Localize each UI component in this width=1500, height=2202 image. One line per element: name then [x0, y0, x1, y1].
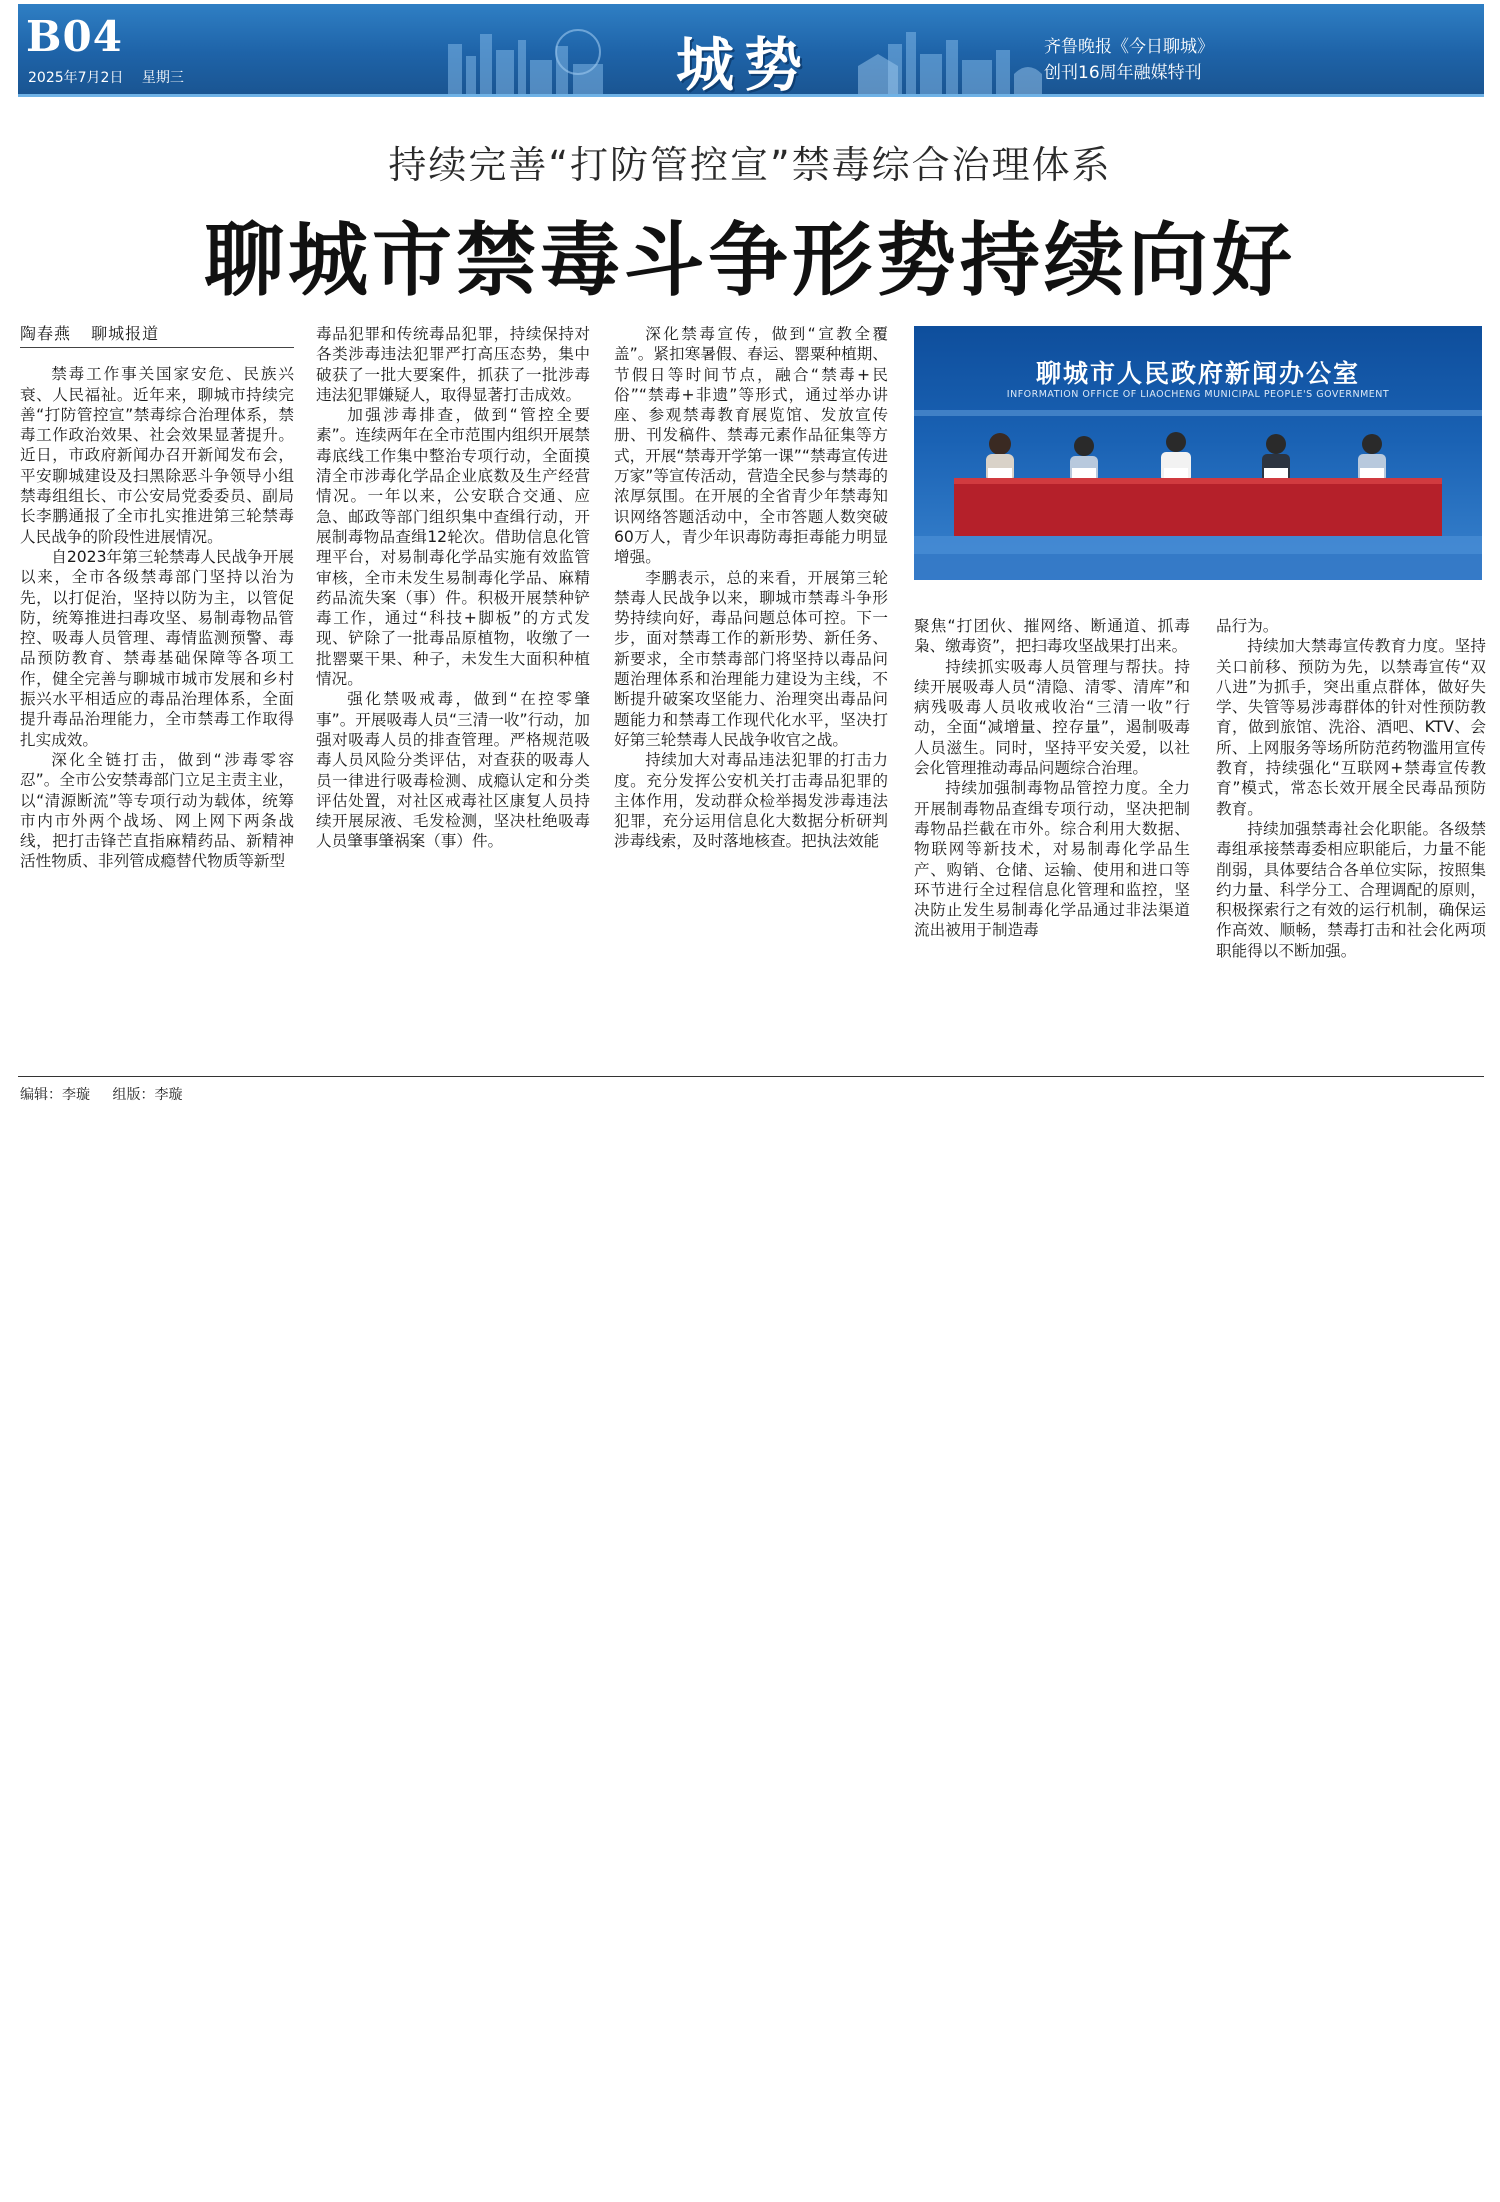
- byline-outlet: 聊城报道: [91, 324, 160, 343]
- paragraph: 自2023年第三轮禁毒人民战争开展以来，全市各级禁毒部门坚持以治为先，以打促治，坚持以防为主，以管促防，统筹推进扫毒攻坚、易制毒物品管控、吸毒人员管理、毒情监测预警、毒品预防教育、禁毒基础保障等各项工作，健全完善与聊城市城市发展和乡村振兴水平相适应的毒品治理体系，全面提升毒品治理能力，全市禁毒工作取得扎实成效。: [20, 547, 294, 749]
- paragraph: 品行为。: [1216, 617, 1279, 635]
- article-column-3: [614, 324, 888, 852]
- article-kicker: 持续完善“打防管控宣”禁毒综合治理体系: [388, 143, 1112, 187]
- brand-line-2: 创刊16周年融媒特刊: [1044, 63, 1202, 83]
- article-column-5: [1216, 616, 1486, 961]
- paragraph: 加强涉毒排查，做到“管控全要素”。连续两年在全市范围内组织开展禁毒底线工作集中整治专项行动，全面摸清全市涉毒化学品企业底数及生产经营情况。一年以来，公安联合交通、应急、邮政等部门组织集中查缉行动，开展制毒物品查缉12轮次。借助信息化管理平台，对易制毒化学品实施有效监管审核，全市未发生易制毒化学品、麻精药品流失案（事）件。积极开展禁种铲毒工作，通过“科技+脚板”的方式发现、铲除了一批毒品原植物，收缴了一批罂粟干果、种子，未发生大面积种植情况。: [316, 406, 590, 689]
- press-conference-photo: [914, 326, 1482, 580]
- article-column-4: [914, 616, 1190, 941]
- publication-brand: [1044, 34, 1214, 86]
- paragraph: 毒品犯罪和传统毒品犯罪，持续保持对各类涉毒违法犯罪严打高压态势，集中破获了一批大要案件，抓获了一批涉毒违法犯罪嫌疑人，取得显著打击成效。: [316, 325, 590, 404]
- paragraph: 李鹏表示，总的来看，开展第三轮禁毒人民战争以来，聊城市禁毒斗争形势持续向好，毒品问题总体可控。下一步，面对禁毒工作的新形势、新任务、新要求，全市禁毒部门将坚持以毒品问题治理体系和治理能力建设为主线，不断提升破案攻坚能力、治理突出毒品问题能力和禁毒工作现代化水平，坚决打好第三轮禁毒人民战争收官之战。: [614, 568, 888, 749]
- paragraph: 深化全链打击，做到“涉毒零容忍”。全市公安禁毒部门立足主责主业，以“清源断流”等专项行动为载体，统筹市内市外两个战场、网上网下两条战线，把打击锋芒直指麻精药品、新精神活性物质、非列管成瘾替代物质等新型: [20, 750, 294, 871]
- footer-rule: [18, 1076, 1484, 1077]
- brand-line-1: 齐鲁晚报《今日聊城》: [1044, 37, 1214, 57]
- byline-author: 陶春燕: [20, 324, 72, 343]
- paragraph: 持续加大禁毒宣传教育力度。坚持关口前移、预防为先，以禁毒宣传“双八进”为抓手，突出重点群体，做好失学、失管等易涉毒群体的针对性预防教育，做到旅馆、洗浴、酒吧、KTV、会所、上网服务等场所防范药物滥用宣传教育，持续强化“互联网+禁毒宣传教育”模式，常态长效开展全民毒品预防教育。: [1216, 637, 1486, 818]
- article-column-1: [20, 324, 294, 872]
- press-conference-scene: [914, 326, 1482, 580]
- section-title: 城势: [676, 31, 813, 94]
- paragraph: 聚焦“打团伙、摧网络、断通道、抓毒枭、缴毒资”，把扫毒攻坚战果打出来。: [914, 617, 1190, 656]
- weekday-text: 星期三: [141, 70, 184, 86]
- paragraph: 禁毒工作事关国家安危、民族兴衰、人民福祉。近年来，聊城市持续完善“打防管控宣”禁毒综合治理体系，禁毒工作政治效果、社会效果显著提升。近日，市政府新闻办召开新闻发布会，平安聊城建设及扫黑除恶斗争领导小组禁毒组组长、市公安局党委委员、副局长李鹏通报了全市扎实推进第三轮禁毒人民战争的阶段性进展情况。: [20, 365, 294, 546]
- page-number: B04: [26, 12, 123, 61]
- layout-credit: 组版：李璇: [112, 1087, 183, 1103]
- paragraph: 深化禁毒宣传，做到“宣教全覆盖”。紧扣寒暑假、春运、罂粟种植期、节假日等时间节点，融合“禁毒+民俗”“禁毒+非遗”等形式，通过举办讲座、参观禁毒教育展览馆、发放宣传册、刊发稿件、禁毒元素作品征集等方式，开展“禁毒开学第一课”“禁毒宣传进万家”等宣传活动，营造全民参与禁毒的浓厚氛围。在开展的全省青少年禁毒知识网络答题活动中，全市答题人数突破60万人，青少年识毒防毒拒毒能力明显增强。: [614, 325, 888, 567]
- paragraph: 强化禁吸戒毒，做到“在控零肇事”。开展吸毒人员“三清一收”行动，加强对吸毒人员的排查管理。严格规范吸毒人员风险分类评估，对查获的吸毒人员一律进行吸毒检测、成瘾认定和分类评估处置，对社区戒毒社区康复人员持续开展尿液、毛发检测，坚决杜绝吸毒人员肇事肇祸案（事）件。: [316, 690, 590, 851]
- paragraph: 持续加强制毒物品管控力度。全力开展制毒物品查缉专项行动，坚决把制毒物品拦截在市外。综合利用大数据、物联网等新技术，对易制毒化学品生产、购销、仓储、运输、使用和进口等环节进行全过程信息化管理和监控，坚决防止发生易制毒化学品通过非法渠道流出被用于制造毒: [914, 779, 1190, 940]
- publication-date: [28, 67, 198, 87]
- paragraph: 持续抓实吸毒人员管理与帮扶。持续开展吸毒人员“清隐、清零、清库”和病残吸毒人员收戒收治“三清一收”行动，全面“减增量、控存量”，遏制吸毒人员滋生。同时，坚持平安关爱，以社会化管理推动毒品问题综合治理。: [914, 657, 1190, 778]
- paragraph: 持续加大对毒品违法犯罪的打击力度。充分发挥公安机关打击毒品犯罪的主体作用，发动群众检举揭发涉毒违法犯罪，充分运用信息化大数据分析研判涉毒线索，及时落地核查。把执法效能: [614, 751, 888, 851]
- date-text: 2025年7月2日: [28, 70, 124, 86]
- backdrop-sign-english: INFORMATION OFFICE OF LIAOCHENG MUNICIPAL PEOPLE'S GOVERNMENT: [1006, 389, 1390, 400]
- article-headline: 聊城市禁毒斗争形势持续向好: [204, 213, 1296, 307]
- backdrop-sign-chinese: 聊城市人民政府新闻办公室: [1035, 359, 1360, 388]
- editor-credit: 编辑：李璇: [20, 1087, 90, 1103]
- masthead-underline: [18, 94, 1484, 97]
- page-footer: [20, 1084, 200, 1104]
- article-column-2: [316, 324, 590, 852]
- paragraph: 持续加强禁毒社会化职能。各级禁毒组承接禁毒委相应职能后，力量不能削弱，具体要结合各单位实际，按照集约力量、科学分工、合理调配的原则，积极探索行之有效的运行机制，确保运作高效、顺畅，禁毒打击和社会化两项职能得以不断加强。: [1216, 819, 1486, 960]
- byline: [20, 324, 294, 348]
- masthead-band: [18, 4, 1484, 94]
